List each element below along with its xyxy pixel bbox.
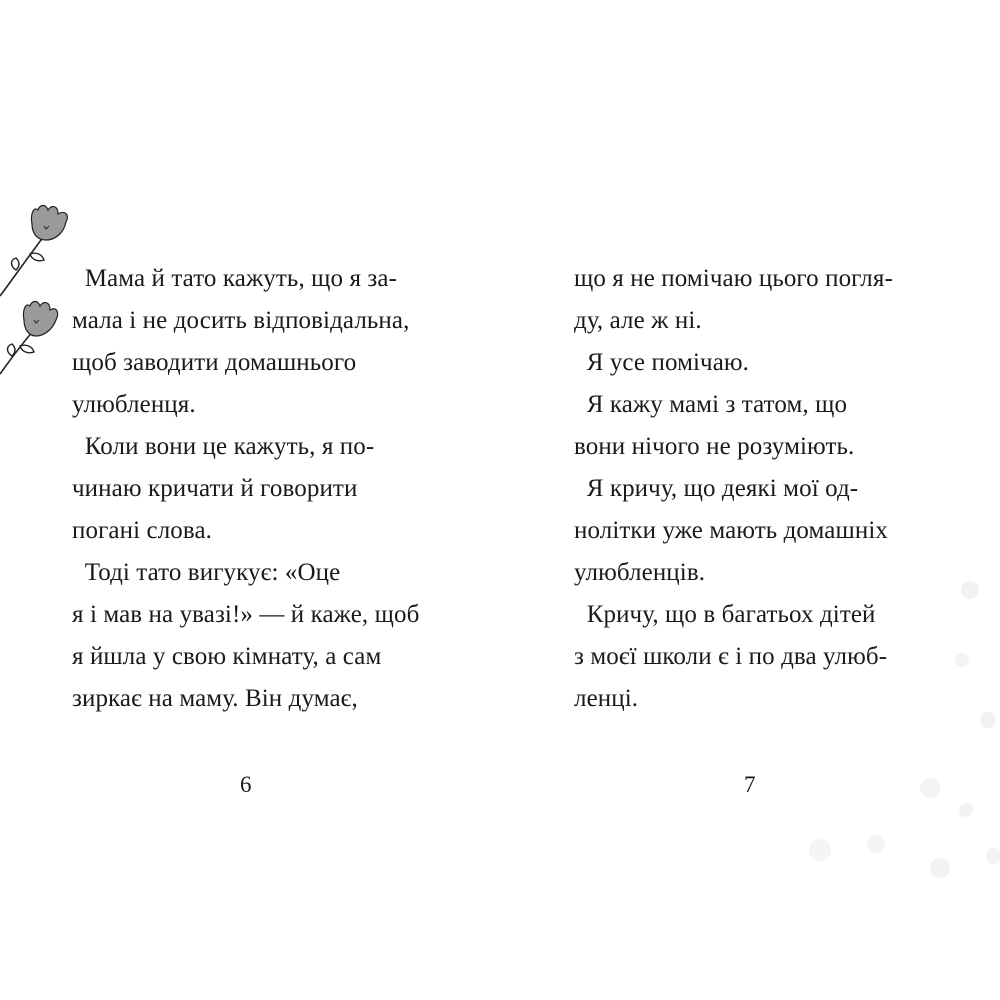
text-line: улюбленця. bbox=[72, 391, 196, 418]
text-line: мала і не досить відповідальна, bbox=[72, 307, 410, 334]
text-line: зиркає на маму. Він думає, bbox=[72, 685, 358, 712]
text-line: ду, але ж ні. bbox=[574, 307, 702, 334]
text-line: з моєї школи є і по два улюб- bbox=[574, 643, 888, 670]
text-line: я йшла у свою кімнату, а сам bbox=[72, 643, 382, 670]
text-line: Кричу, що в багатьох дітей bbox=[574, 601, 876, 628]
page-number-left: 6 bbox=[240, 772, 252, 797]
tulip-illustration-icon bbox=[0, 198, 80, 378]
text-line: Коли вони це кажуть, я по- bbox=[72, 433, 375, 460]
page-number-right: 7 bbox=[744, 772, 756, 797]
text-line: чинаю кричати й говорити bbox=[72, 475, 358, 502]
left-page-text bbox=[72, 258, 432, 720]
text-line: Я кажу мамі з татом, що bbox=[574, 391, 848, 418]
text-line: що я не помічаю цього погля- bbox=[574, 265, 893, 292]
text-line: Я кричу, що деякі мої од- bbox=[574, 475, 859, 502]
text-line: Тоді тато вигукує: «Оце bbox=[72, 559, 341, 586]
text-line: нолітки уже мають домашніх bbox=[574, 517, 888, 544]
text-line: улюбленців. bbox=[574, 559, 706, 586]
text-line: я і мав на увазі!» — й каже, щоб bbox=[72, 601, 420, 628]
text-line: погані слова. bbox=[72, 517, 212, 544]
right-page-text bbox=[574, 258, 914, 720]
text-line: щоб заводити домашнього bbox=[72, 349, 357, 376]
text-line: Я усе помічаю. bbox=[574, 349, 750, 376]
text-line: вони нічого не розуміють. bbox=[574, 433, 855, 460]
text-line: Мама й тато кажуть, що я за- bbox=[72, 265, 397, 292]
text-line: ленці. bbox=[574, 685, 639, 712]
